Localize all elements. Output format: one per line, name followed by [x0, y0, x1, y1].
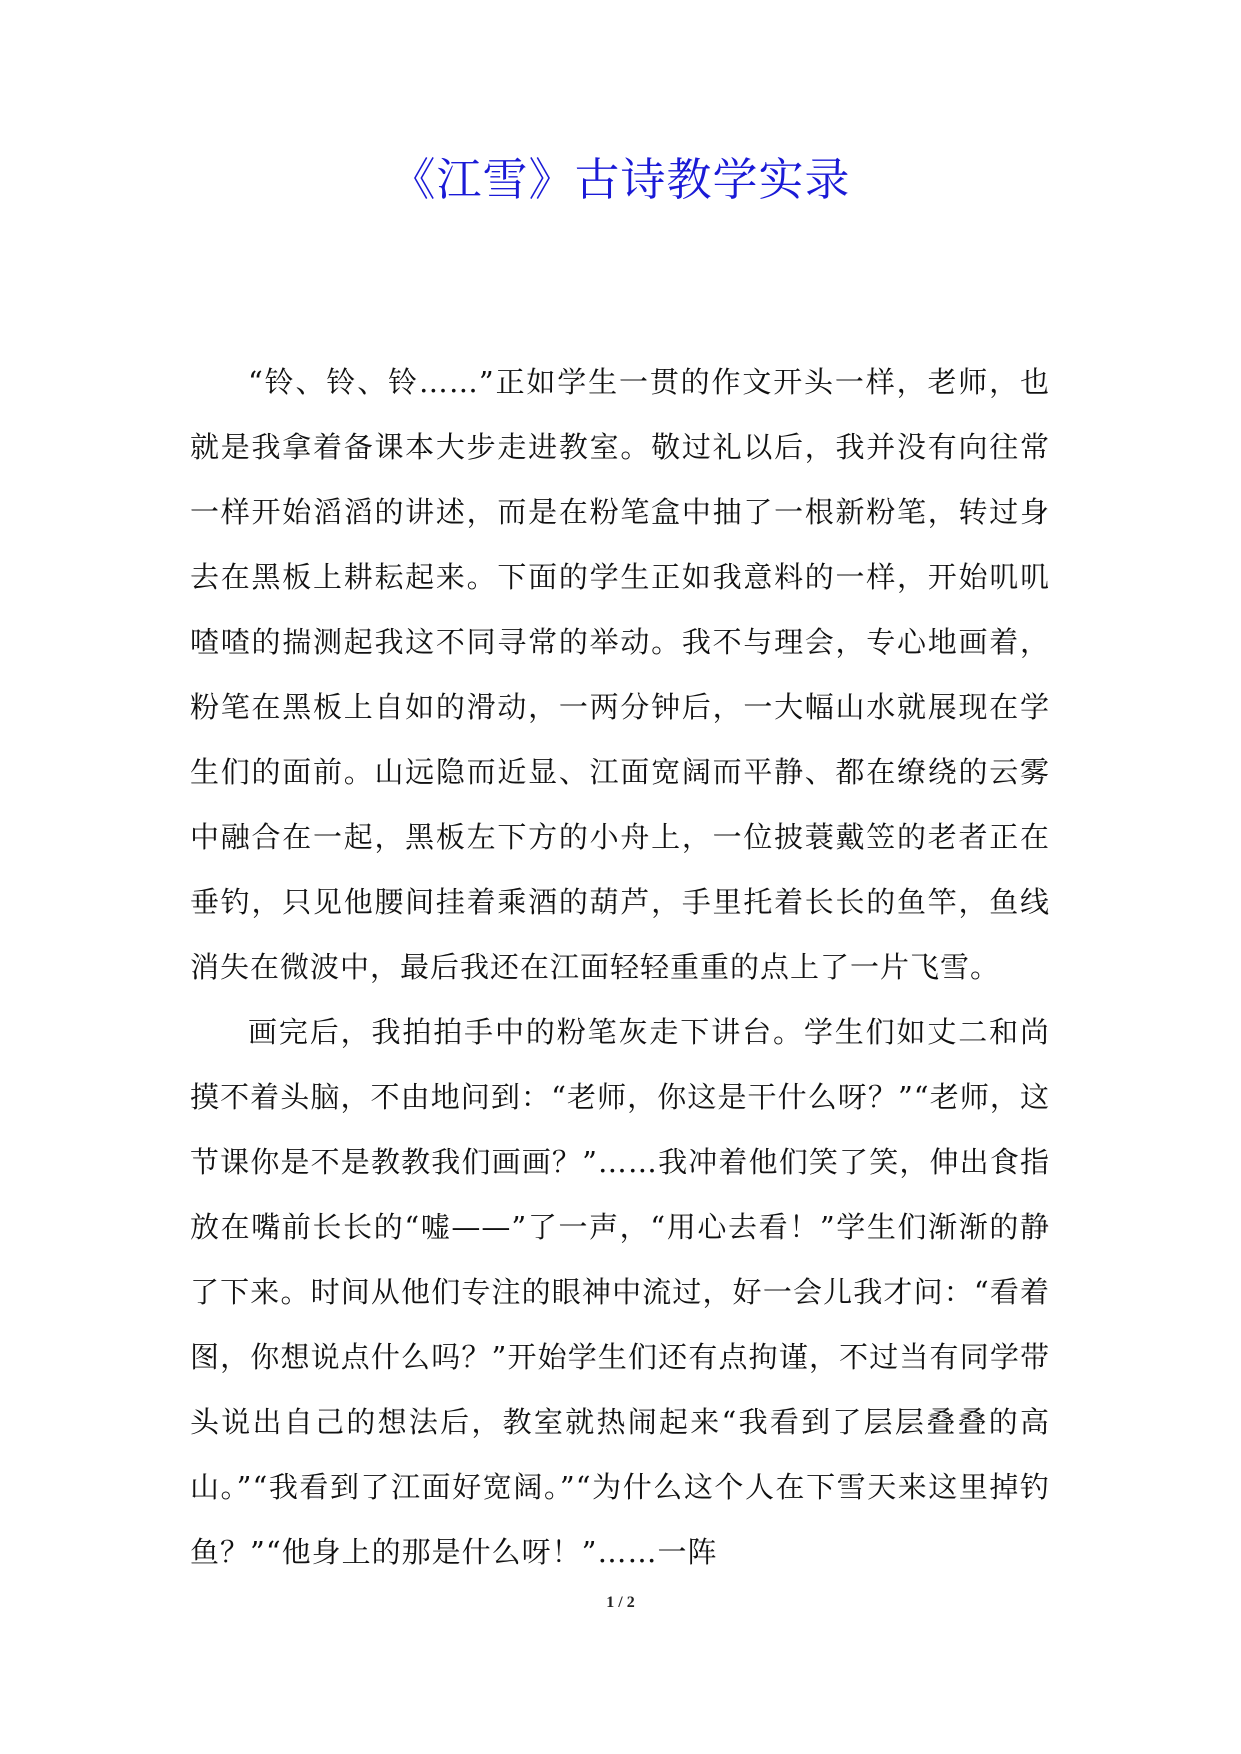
- page-number: 1 / 2: [606, 1594, 635, 1611]
- paragraph-1: “铃、铃、铃……”正如学生一贯的作文开头一样，老师，也就是我拿着备课本大步走进教室。敬过礼以后，我并没有向往常一样开始滔滔的讲述，而是在粉笔盒中抽了一根新粉笔，转过身去在黑板上耕耘起来。下面的学生正如我意料的一样，开始叽叽喳喳的揣测起我这不同寻常的举动。我不与理会，专心地画着，粉笔在黑板上自如的滑动，一两分钟后，一大幅山水就展现在学生们的面前。山远隐而近显、江面宽阔而平静、都在缭绕的云雾中融合在一起，黑板左下方的小舟上，一位披蓑戴笠的老者正在垂钓，只见他腰间挂着乘酒的葫芦，手里托着长长的鱼竿，鱼线消失在微波中，最后我还在江面轻轻重重的点上了一片飞雪。: [190, 365, 1050, 984]
- document-body: [190, 350, 1050, 1585]
- paragraph-2: 画完后，我拍拍手中的粉笔灰走下讲台。学生们如丈二和尚摸不着头脑，不由地问到：“老师，你这是干什么呀？”“老师，这节课你是不是教教我们画画？”……我冲着他们笑了笑，伸出食指放在嘴前长长的“嘘——”了一声，“用心去看！”学生们渐渐的静了下来。时间从他们专注的眼神中流过，好一会儿我才问：“看着图，你想说点什么吗？”开始学生们还有点拘谨，不过当有同学带头说出自己的想法后，教室就热闹起来“我看到了层层叠叠的高山。”“我看到了江面好宽阔。”“为什么这个人在下雪天来这里掉钓鱼？”“他身上的那是什么呀！”……一阵: [190, 1015, 1050, 1569]
- document-title: 《江雪》古诗教学实录: [390, 153, 851, 206]
